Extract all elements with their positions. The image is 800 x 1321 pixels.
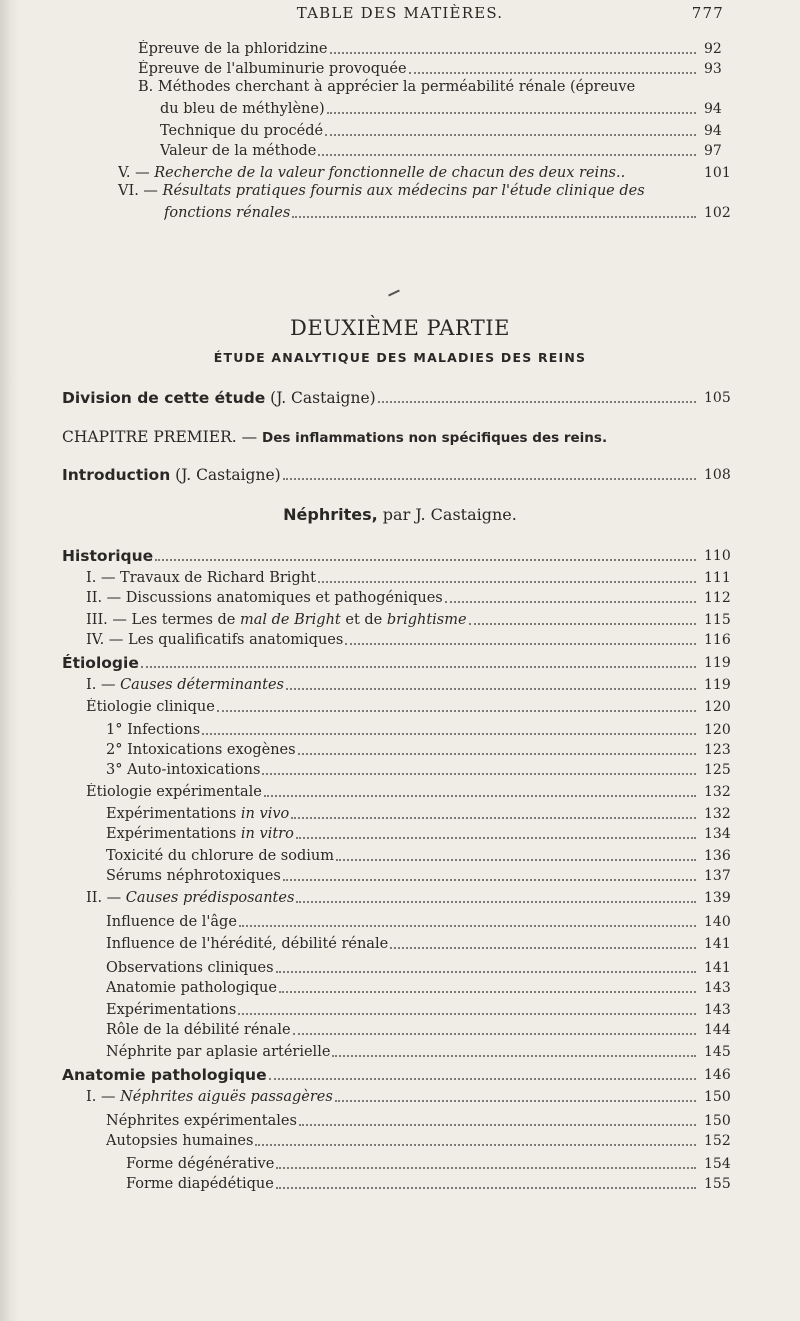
toc-entry-page: 136 bbox=[704, 848, 731, 864]
toc-entry[interactable] bbox=[106, 1039, 731, 1061]
toc-entry[interactable] bbox=[86, 779, 731, 801]
leader-dots bbox=[202, 732, 696, 735]
leader-dots bbox=[318, 153, 696, 156]
leader-dots bbox=[217, 709, 696, 712]
toc-entry-text bbox=[86, 676, 284, 694]
running-head-title: TABLE DES MATIÈRES. bbox=[296, 4, 504, 22]
toc-entry-text bbox=[86, 589, 443, 607]
toc-entry-page: 154 bbox=[704, 1156, 731, 1172]
toc-entry[interactable] bbox=[106, 757, 731, 779]
toc-entry-page: 92 bbox=[704, 41, 722, 57]
toc-entry[interactable] bbox=[138, 36, 722, 58]
toc-entry-text bbox=[86, 783, 262, 801]
toc-entry-text bbox=[62, 1066, 267, 1084]
leader-dots bbox=[332, 1054, 696, 1057]
toc-entry-part: I. — bbox=[86, 677, 121, 693]
toc-entry[interactable] bbox=[106, 1128, 731, 1150]
toc-entry-page: 102 bbox=[704, 205, 731, 221]
toc-entry-text bbox=[86, 889, 294, 907]
toc-entry-number: VI. — bbox=[118, 183, 163, 199]
section-title: Néphrites, bbox=[283, 505, 378, 524]
toc-entry-part: I. — bbox=[86, 1089, 121, 1105]
toc-entry-part: II. — bbox=[86, 890, 126, 906]
toc-entry[interactable] bbox=[106, 821, 731, 843]
toc-entry-text: Résultats pratiques fournis aux médecins par l'étude clinique des bbox=[162, 183, 645, 199]
toc-entry-line[interactable] bbox=[118, 182, 645, 200]
toc-entry-text bbox=[106, 867, 281, 885]
toc-entry-page: 110 bbox=[704, 548, 731, 564]
toc-entry-page: 119 bbox=[704, 677, 731, 693]
ornament-mark bbox=[388, 290, 400, 297]
toc-entry-page: 108 bbox=[704, 467, 731, 483]
toc-entry[interactable] bbox=[118, 160, 731, 182]
toc-entry-page: 120 bbox=[704, 722, 731, 738]
leader-dots bbox=[262, 772, 696, 775]
toc-entry[interactable] bbox=[106, 931, 731, 953]
toc-entry-page: 134 bbox=[704, 826, 731, 842]
toc-entry[interactable] bbox=[126, 1171, 731, 1193]
toc-entry-part: Néphrites expérimentales bbox=[106, 1113, 297, 1129]
toc-entry-text bbox=[106, 1132, 253, 1150]
toc-entry-text bbox=[86, 698, 215, 716]
leader-dots bbox=[239, 924, 696, 927]
toc-entry-text bbox=[106, 1043, 330, 1061]
section-heading bbox=[0, 505, 800, 524]
toc-entry[interactable] bbox=[86, 627, 731, 649]
page-edge-shadow bbox=[0, 0, 20, 1321]
toc-entry[interactable] bbox=[86, 1084, 731, 1106]
toc-entry[interactable] bbox=[106, 717, 731, 739]
toc-entry-text: fonctions rénales bbox=[164, 205, 291, 221]
toc-entry-text: Épreuve de la phloridzine bbox=[138, 41, 328, 57]
toc-entry-page: 93 bbox=[704, 61, 722, 77]
leader-dots bbox=[327, 111, 696, 114]
leader-dots bbox=[283, 477, 696, 480]
chapter-heading bbox=[62, 428, 607, 447]
toc-entry-text bbox=[106, 825, 294, 843]
toc-entry-text: Introduction bbox=[62, 466, 171, 484]
toc-entry-part: et de bbox=[340, 612, 387, 628]
toc-entry[interactable] bbox=[62, 1062, 731, 1084]
leader-dots bbox=[296, 900, 696, 903]
toc-entry-page: 145 bbox=[704, 1044, 731, 1060]
toc-entry-author: (J. Castaigne) bbox=[170, 466, 281, 484]
leader-dots bbox=[276, 1186, 696, 1189]
toc-entry-page: 144 bbox=[704, 1022, 731, 1038]
leader-dots bbox=[255, 1143, 696, 1146]
leader-dots bbox=[276, 970, 696, 973]
toc-entry-page: 123 bbox=[704, 742, 731, 758]
toc-entry-text: Division de cette étude bbox=[62, 389, 266, 407]
toc-entry-text bbox=[126, 1175, 274, 1193]
toc-entry[interactable] bbox=[160, 138, 722, 160]
leader-dots bbox=[335, 1099, 696, 1102]
toc-entry-part: 2° Intoxications exogènes bbox=[106, 742, 296, 758]
leader-dots bbox=[409, 71, 696, 74]
section-author: par J. Castaigne. bbox=[377, 505, 517, 524]
toc-entry-author: (J. Castaigne) bbox=[265, 389, 376, 407]
toc-entry-page: 132 bbox=[704, 806, 731, 822]
leader-dots bbox=[296, 836, 696, 839]
leader-dots bbox=[390, 946, 696, 949]
toc-entry[interactable] bbox=[126, 1151, 731, 1173]
toc-entry-part: in vitro bbox=[240, 826, 294, 842]
toc-entry-part: Anatomie pathologique bbox=[62, 1066, 267, 1084]
leader-dots bbox=[330, 51, 697, 54]
part-title: DEUXIÈME PARTIE bbox=[290, 316, 510, 340]
toc-entry-text bbox=[106, 761, 260, 779]
toc-entry[interactable] bbox=[86, 565, 731, 587]
leader-dots bbox=[299, 1123, 696, 1126]
toc-entry-part: Anatomie pathologique bbox=[106, 980, 277, 996]
toc-entry-page: 140 bbox=[704, 914, 731, 930]
toc-entry-part: Sérums néphrotoxiques bbox=[106, 868, 281, 884]
toc-entry-part: Forme diapédétique bbox=[126, 1176, 274, 1192]
toc-entry[interactable] bbox=[106, 1017, 731, 1039]
chapter-title: Des inflammations non spécifiques des reins. bbox=[262, 430, 608, 446]
leader-dots bbox=[155, 558, 696, 561]
toc-entry-page: 115 bbox=[704, 612, 731, 628]
toc-entry-part: Influence de l'âge bbox=[106, 914, 237, 930]
toc-entry[interactable] bbox=[106, 997, 731, 1019]
leader-dots bbox=[378, 400, 696, 403]
toc-entry-part: mal de Bright bbox=[239, 612, 341, 628]
part-subtitle: ÉTUDE ANALYTIQUE DES MALADIES DES REINS bbox=[213, 350, 587, 365]
toc-entry[interactable] bbox=[106, 737, 731, 759]
toc-entry-part: III. — Les termes de bbox=[86, 612, 240, 628]
toc-entry-page: 150 bbox=[704, 1089, 731, 1105]
toc-entry-part: Autopsies humaines bbox=[106, 1133, 254, 1149]
toc-entry-page: 143 bbox=[704, 1002, 731, 1018]
toc-entry[interactable] bbox=[86, 694, 731, 716]
toc-entry-page: 105 bbox=[704, 390, 731, 406]
page-number: 777 bbox=[691, 4, 724, 22]
toc-entry[interactable] bbox=[62, 650, 731, 672]
leader-dots bbox=[469, 622, 696, 625]
toc-entry[interactable] bbox=[86, 607, 731, 629]
running-head bbox=[0, 4, 800, 26]
toc-entry[interactable] bbox=[86, 885, 731, 907]
leader-dots bbox=[445, 600, 696, 603]
toc-entry-text bbox=[62, 654, 139, 672]
leader-dots bbox=[345, 642, 696, 645]
toc-entry-page: 97 bbox=[704, 143, 722, 159]
toc-entry-page: 112 bbox=[704, 590, 731, 606]
toc-entry-page: 150 bbox=[704, 1113, 731, 1129]
toc-entry[interactable] bbox=[106, 863, 731, 885]
toc-entry-page: 141 bbox=[704, 936, 731, 952]
toc-entry-text bbox=[86, 1088, 333, 1106]
leader-dots bbox=[276, 1166, 696, 1169]
toc-entry-page: 101 bbox=[704, 165, 731, 181]
toc-entry-page: 111 bbox=[704, 570, 731, 586]
toc-entry[interactable] bbox=[62, 543, 731, 565]
toc-entry-text: Technique du procédé bbox=[160, 123, 324, 139]
toc-entry-number: V. — bbox=[118, 165, 155, 181]
toc-entry-part: II. — Discussions anatomiques et pathogéniques bbox=[86, 590, 443, 606]
leader-dots bbox=[291, 816, 696, 819]
toc-entry-page: 141 bbox=[704, 960, 731, 976]
leader-dots bbox=[264, 794, 696, 797]
toc-entry[interactable] bbox=[160, 96, 722, 118]
leader-dots bbox=[336, 858, 696, 861]
toc-entry-page: 146 bbox=[704, 1067, 731, 1083]
toc-entry-text bbox=[106, 913, 237, 931]
toc-entry-part: 1° Infections bbox=[106, 722, 201, 738]
toc-entry-part: in vivo bbox=[240, 806, 290, 822]
toc-entry-text: Recherche de la valeur fonctionnelle de chacun des deux reins.. bbox=[154, 165, 626, 181]
toc-entry-part: Expérimentations bbox=[106, 826, 241, 842]
toc-entry-part: Étiologie expérimentale bbox=[86, 784, 262, 800]
toc-entry-part: Historique bbox=[62, 547, 154, 565]
toc-entry-introduction[interactable] bbox=[62, 462, 731, 484]
toc-entry-part: Étiologie clinique bbox=[86, 699, 215, 715]
toc-entry-text bbox=[86, 631, 343, 649]
toc-entry-part: Rôle de la débilité rénale bbox=[106, 1022, 291, 1038]
toc-entry-part: Influence de l'hérédité, débilité rénale bbox=[106, 936, 389, 952]
leader-dots bbox=[269, 1077, 696, 1080]
toc-entry-line[interactable]: B. Méthodes cherchant à apprécier la perméabilité rénale (épreuve bbox=[138, 79, 636, 95]
leader-dots bbox=[325, 133, 696, 136]
toc-entry-part: 3° Auto-intoxications bbox=[106, 762, 261, 778]
toc-entry-page: 116 bbox=[704, 632, 731, 648]
toc-entry-part: Néphrites aiguës passagères bbox=[120, 1089, 333, 1105]
toc-entry[interactable] bbox=[86, 585, 731, 607]
toc-entry[interactable] bbox=[138, 56, 722, 78]
toc-entry-division[interactable] bbox=[62, 385, 731, 407]
toc-entry-page: 132 bbox=[704, 784, 731, 800]
toc-entry-text: Valeur de la méthode bbox=[160, 143, 317, 159]
leader-dots bbox=[292, 215, 696, 218]
leader-dots bbox=[238, 1012, 696, 1015]
toc-entry-part: brightisme bbox=[386, 612, 467, 628]
toc-entry-part: Forme dégénérative bbox=[126, 1156, 275, 1172]
leader-dots bbox=[298, 752, 696, 755]
toc-entry-page: 143 bbox=[704, 980, 731, 996]
toc-entry[interactable] bbox=[106, 909, 731, 931]
leader-dots bbox=[318, 580, 696, 583]
leader-dots bbox=[141, 665, 696, 668]
toc-entry[interactable] bbox=[106, 843, 731, 865]
toc-entry[interactable] bbox=[106, 955, 731, 977]
toc-entry-page: 94 bbox=[704, 101, 722, 117]
toc-entry[interactable] bbox=[106, 801, 731, 823]
toc-entry-part: Expérimentations bbox=[106, 806, 241, 822]
toc-entry-part: Étiologie bbox=[62, 654, 139, 672]
toc-entry-text bbox=[62, 547, 153, 565]
toc-entry-page: 125 bbox=[704, 762, 731, 778]
toc-entry-part: Causes déterminantes bbox=[120, 677, 284, 693]
toc-entry-part: Expérimentations bbox=[106, 1002, 237, 1018]
toc-entry[interactable] bbox=[106, 975, 731, 997]
leader-dots bbox=[279, 990, 696, 993]
chapter-label: CHAPITRE PREMIER. — bbox=[62, 428, 263, 446]
toc-entry[interactable] bbox=[164, 200, 731, 222]
toc-entry-page: 139 bbox=[704, 890, 731, 906]
toc-entry-text: du bleu de méthylène) bbox=[160, 101, 325, 117]
toc-entry-part: IV. — Les qualificatifs anatomiques bbox=[86, 632, 344, 648]
toc-entry[interactable] bbox=[106, 1108, 731, 1130]
toc-entry-text bbox=[106, 979, 277, 997]
toc-entry-page: 155 bbox=[704, 1176, 731, 1192]
toc-entry-text bbox=[106, 935, 388, 953]
toc-entry-text: Épreuve de l'albuminurie provoquée bbox=[138, 61, 407, 77]
leader-dots bbox=[286, 687, 696, 690]
toc-entry[interactable] bbox=[86, 672, 731, 694]
toc-entry[interactable] bbox=[160, 118, 722, 140]
toc-entry-part: Néphrite par aplasie artérielle bbox=[106, 1044, 331, 1060]
toc-entry-part: I. — Travaux de Richard Bright bbox=[86, 570, 316, 586]
leader-dots bbox=[283, 878, 696, 881]
toc-entry-page: 137 bbox=[704, 868, 731, 884]
toc-entry-page: 120 bbox=[704, 699, 731, 715]
toc-entry-page: 152 bbox=[704, 1133, 731, 1149]
toc-entry-text bbox=[106, 1021, 291, 1039]
toc-entry-page: 119 bbox=[704, 655, 731, 671]
toc-entry-part: Toxicité du chlorure de sodium bbox=[106, 848, 334, 864]
toc-entry-part: Causes prédisposantes bbox=[125, 890, 295, 906]
leader-dots bbox=[293, 1032, 696, 1035]
toc-entry-page: 94 bbox=[704, 123, 722, 139]
toc-entry-part: Observations cliniques bbox=[106, 960, 274, 976]
